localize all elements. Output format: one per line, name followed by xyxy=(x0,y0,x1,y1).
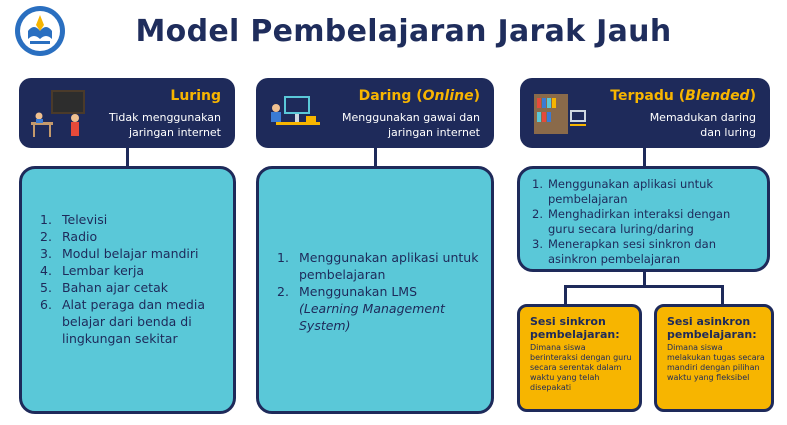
computer-user-illustration-icon xyxy=(266,86,326,140)
connector-line xyxy=(721,285,724,305)
luring-content-box xyxy=(19,166,236,414)
connector-line xyxy=(564,285,567,305)
list-item: 4. Lembar kerja xyxy=(40,263,145,278)
list-item: 2. Radio xyxy=(40,229,98,244)
terpadu-content-box xyxy=(517,166,770,272)
luring-list xyxy=(40,211,225,347)
list-item: 1. Televisi xyxy=(40,212,108,227)
list-item: 6. Alat peraga dan media belajar dari benda di lingkungan sekitar xyxy=(40,297,205,346)
header-subtitle: Tidak menggunakan jaringan internet xyxy=(108,111,221,139)
header-title: Luring xyxy=(170,88,221,104)
header-luring xyxy=(19,78,235,148)
list-item: 1. Menggunakan aplikasi untuk pembelajaran xyxy=(277,250,479,282)
daring-content-box xyxy=(256,166,494,414)
sinkron-box xyxy=(517,304,642,412)
page-title: Model Pembelajaran Jarak Jauh xyxy=(135,14,672,49)
list-item: 3. Modul belajar mandiri xyxy=(40,246,199,261)
connector-line xyxy=(643,272,646,286)
header-daring xyxy=(256,78,494,148)
daring-list xyxy=(277,249,483,334)
list-item: 5. Bahan ajar cetak xyxy=(40,280,168,295)
header-terpadu xyxy=(520,78,770,148)
list-item: 3. Menerapkan sesi sinkron dan asinkron pembelajaran xyxy=(532,237,717,266)
header-title: Daring (Online) xyxy=(358,88,480,104)
library-illustration-icon xyxy=(530,86,590,140)
connector-line xyxy=(126,148,129,168)
connector-line xyxy=(643,148,646,168)
classroom-illustration-icon xyxy=(29,86,89,140)
asinkron-box xyxy=(654,304,774,412)
terpadu-list xyxy=(532,177,759,267)
sinkron-description: Dimana siswa berinteraksi dengan guru secara serentak dalam waktu yang telah disepakati xyxy=(530,343,632,392)
sinkron-title: Sesi sinkron pembelajaran: xyxy=(530,315,620,341)
connector-line xyxy=(564,285,724,288)
list-item: 2. Menggunakan LMS (Learning Management System) xyxy=(277,284,445,333)
connector-line xyxy=(374,148,377,168)
header-subtitle: Menggunakan gawai dan jaringan internet xyxy=(342,111,480,139)
asinkron-description: Dimana siswa melakukan tugas secara mandiri dengan pilihan waktu yang fleksibel xyxy=(667,343,765,382)
asinkron-title: Sesi asinkron pembelajaran: xyxy=(667,315,757,341)
list-item: 1. Menggunakan aplikasi untuk pembelajaran xyxy=(532,177,714,206)
header-subtitle: Memadukan daring dan luring xyxy=(649,111,756,139)
list-item: 2. Menghadirkan interaksi dengan guru secara luring/daring xyxy=(532,207,731,236)
header-title: Terpadu (Blended) xyxy=(610,88,756,104)
